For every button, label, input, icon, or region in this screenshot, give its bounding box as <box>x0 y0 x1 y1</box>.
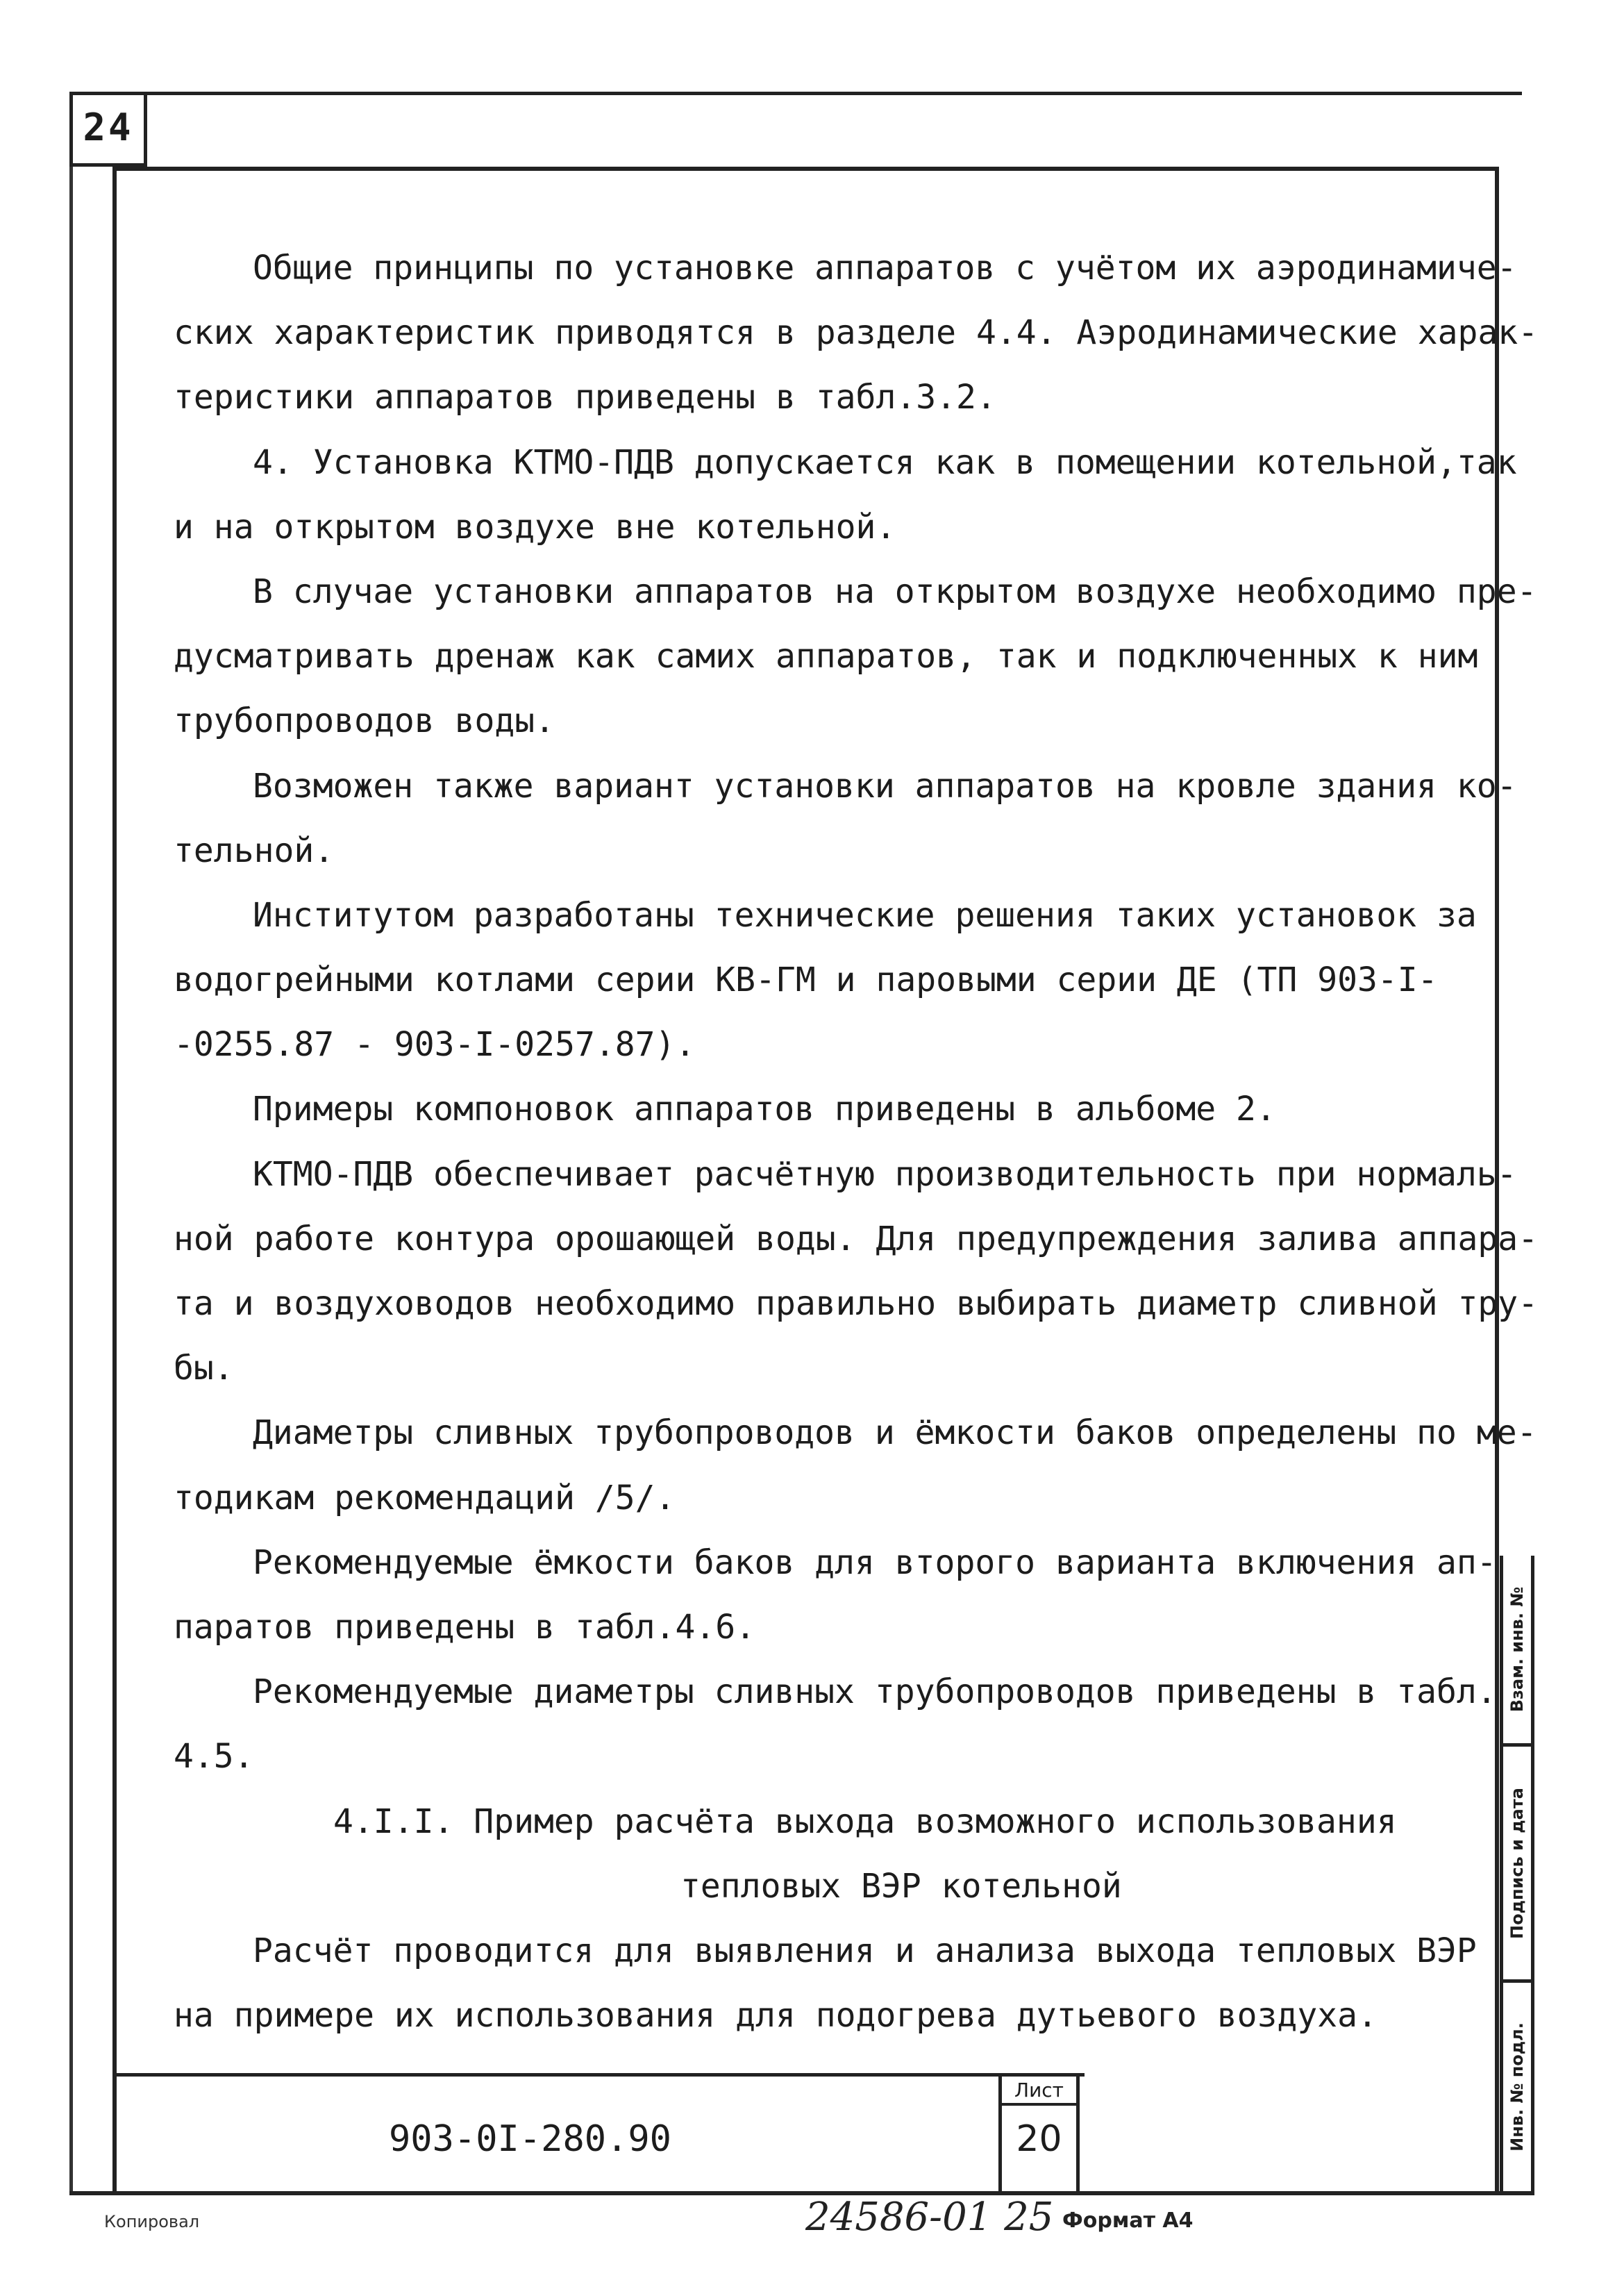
text-line: ной работе контура орошающей воды. Для предупреждения залива аппара- <box>174 1219 1539 1258</box>
text-line: Расчёт проводится для выявления и анализа выхода тепловых ВЭР <box>253 1931 1477 1970</box>
footer-format-label: Формат А4 <box>1062 2208 1194 2233</box>
footer-copied-label: Копировал <box>104 2212 200 2231</box>
text-line: водогрейными котлами серии КВ-ГМ и паровыми серии ДЕ (ТП 903-I- <box>174 960 1438 1000</box>
text-line: ских характеристик приводятся в разделе 4.4. Аэродинамические харак- <box>174 313 1539 353</box>
side-stamp-label: Взам. инв. № <box>1507 1586 1527 1713</box>
sheet-number: 20 <box>1016 2118 1062 2160</box>
frame-top-rule <box>69 92 1522 95</box>
side-stamp-cell <box>1503 1556 1531 1747</box>
text-line: теристики аппаратов приведены в табл.3.2. <box>174 378 996 417</box>
text-line: Рекомендуемые диаметры сливных трубопроводов приведены в табл. <box>253 1672 1497 1712</box>
text-line: Диаметры сливных трубопроводов и ёмкости баков определены по ме- <box>253 1413 1537 1453</box>
text-line: 4. Установка КТМО-ПДВ допускается как в помещении котельной,так <box>253 442 1517 482</box>
side-stamp-column <box>1500 1556 1534 2195</box>
text-line: Примеры компоновок аппаратов приведены в альбоме 2. <box>253 1090 1276 1129</box>
text-line: та и воздуховодов необходимо правильно выбирать диаметр сливной тру- <box>174 1284 1539 1323</box>
text-line: тодикам рекомендаций /5/. <box>174 1478 676 1517</box>
section-heading-line-2: тепловых ВЭР котельной <box>680 1866 1122 1906</box>
side-stamp-label: Инв. № подл. <box>1507 2022 1527 2152</box>
text-line: Возможен также вариант установки аппаратов на кровле здания ко- <box>253 766 1517 806</box>
sheet-label: Лист <box>1002 2077 1076 2106</box>
text-line: Рекомендуемые ёмкости баков для второго варианта включения ап- <box>253 1542 1497 1582</box>
text-line: Институтом разработаны технические решения таких установок за <box>253 895 1477 935</box>
text-line: паратов приведены в табл.4.6. <box>174 1607 756 1647</box>
frame-bottom-rule <box>69 2191 1534 2195</box>
text-line: дусматривать дренаж как самих аппаратов, так и подключенных к ним <box>174 637 1478 676</box>
side-stamp-cell <box>1503 1983 1531 2191</box>
text-line: В случае установки аппаратов на открытом воздухе необходимо пре- <box>253 572 1537 611</box>
side-stamp-label: Подпись и дата <box>1507 1787 1527 1939</box>
text-line: и на открытом воздухе вне котельной. <box>174 507 896 547</box>
text-line: Общие принципы по установке аппаратов с учётом их аэродинамиче- <box>253 249 1517 288</box>
text-line: трубопроводов воды. <box>174 701 555 741</box>
page-number-box <box>69 92 147 167</box>
stamp-divider <box>1076 2073 1080 2193</box>
document-code: 903-0I-280.90 <box>389 2118 671 2160</box>
text-line: -0255.87 - 903-I-0257.87). <box>174 1025 696 1065</box>
side-stamp-cell <box>1503 1747 1531 1983</box>
text-line: бы. <box>174 1349 234 1388</box>
section-heading-line-1: 4.I.I. Пример расчёта выхода возможного использования <box>333 1802 1397 1841</box>
stamp-top-rule <box>112 2073 1085 2077</box>
text-line: КТМО-ПДВ обеспечивает расчётную производительность при нормаль- <box>253 1154 1517 1194</box>
frame-left-outer-rule <box>69 167 73 2195</box>
text-line: на примере их использования для подогрева дутьевого воздуха. <box>174 1996 1378 2036</box>
footer-handwritten-number: 24586-01 25 <box>805 2195 1054 2240</box>
text-line: тельной. <box>174 831 335 870</box>
page-number: 24 <box>83 106 134 149</box>
text-line: 4.5. <box>174 1737 254 1777</box>
